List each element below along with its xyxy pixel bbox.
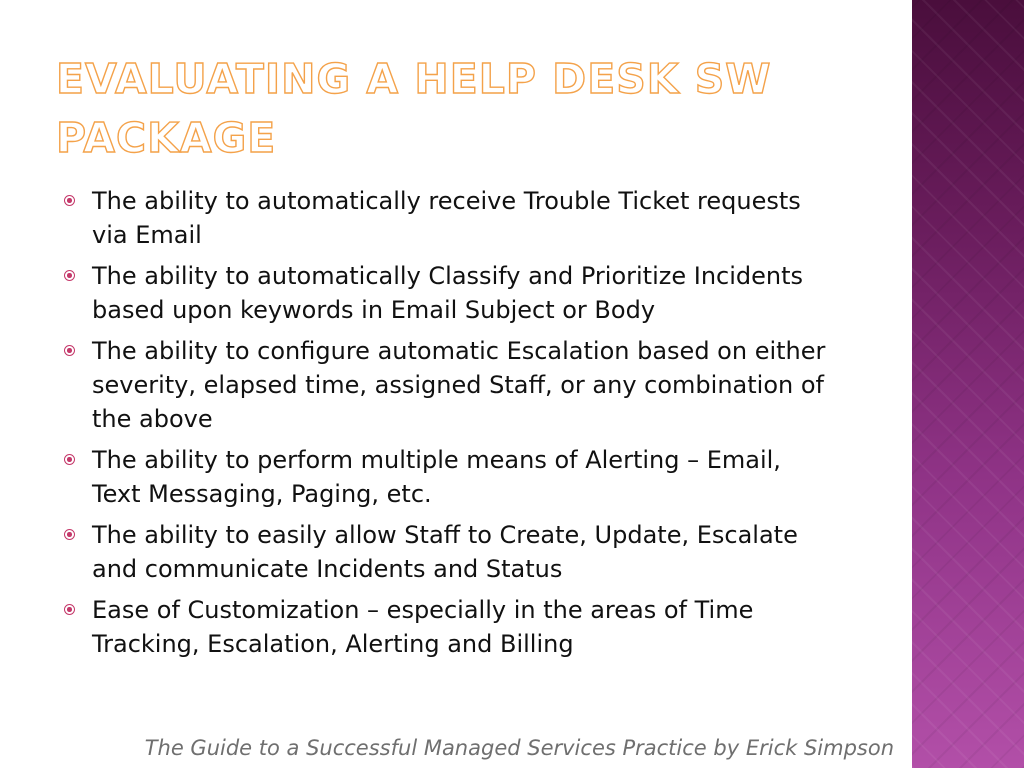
footer-credit: The Guide to a Successful Managed Services Practice by Erick Simpson — [144, 736, 894, 760]
bullet-text: The ability to configure automatic Escalation based on either severity, elapsed time, assigned Staff, or any combination of the above — [92, 337, 826, 433]
list-item — [62, 518, 832, 586]
bullet-circle-icon — [64, 270, 75, 281]
list-item — [62, 259, 832, 327]
list-item — [62, 334, 832, 436]
bullet-text: The ability to easily allow Staff to Create, Update, Escalate and communicate Incidents and Status — [92, 521, 798, 583]
bullet-text: The ability to perform multiple means of Alerting – Email, Text Messaging, Paging, etc. — [92, 446, 781, 508]
bullet-circle-icon — [64, 604, 75, 615]
bullet-list — [62, 184, 832, 668]
slide-title: EVALUATING A HELP DESK SW PACKAGE — [56, 55, 772, 162]
decorative-side-band — [912, 0, 1024, 768]
bullet-circle-icon — [64, 345, 75, 356]
bullet-circle-icon — [64, 529, 75, 540]
bullet-text: The ability to automatically receive Trouble Ticket requests via Email — [92, 187, 801, 249]
list-item — [62, 184, 832, 252]
bullet-text: Ease of Customization – especially in the areas of Time Tracking, Escalation, Alerting and Billing — [92, 596, 754, 658]
bullet-circle-icon — [64, 454, 75, 465]
list-item — [62, 593, 832, 661]
bullet-text: The ability to automatically Classify and Prioritize Incidents based upon keywords in Email Subject or Body — [92, 262, 804, 324]
list-item — [62, 443, 832, 511]
bullet-circle-icon — [64, 195, 75, 206]
